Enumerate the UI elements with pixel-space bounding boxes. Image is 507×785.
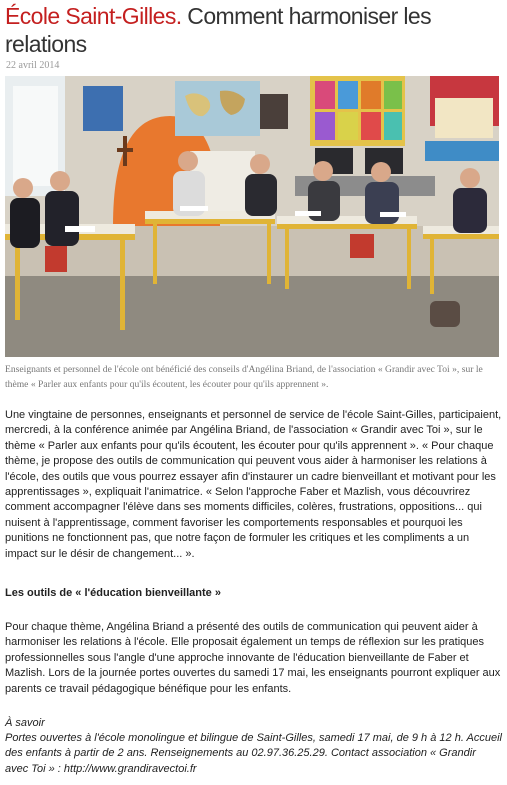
classroom-photo-illustration [5,76,499,357]
article-date: 22 avril 2014 [6,60,60,71]
paragraph-tools: Pour chaque thème, Angélina Briand a présenté des outils de communication qui peuvent aider à harmoniser les relations à l'école. Elle proposait également un temps de réflexion sur les pratiques professionnelles sous l'angle d'une approche innovante de l'éducation bienveillante de Faber et Mazlish. Lors de la journée portes ouvertes du samedi 17 mai, les enseignants pourront expliquer aux parents ce travail pédagogique bénéfique pour les enfants. [5,621,501,695]
article-photo [5,76,499,357]
article-title [5,2,500,58]
title-brand: École Saint-Gilles. [5,3,182,29]
section-subheading: Les outils de « l'éducation bienveillante » [5,587,221,599]
title-rest: Comment harmoniser les relations [5,3,432,57]
a-savoir-heading: À savoir [5,717,45,729]
photo-caption: Enseignants et personnel de l'école ont bénéficié des conseils d'Angélina Briand, de l'association « Grandir avec Toi », sur le thème « Parler aux enfants pour qu'ils écoutent, les écouter pour qu'ils apprennent ». [5,364,483,390]
paragraph-intro: Une vingtaine de personnes, enseignants et personnel de service de l'école Saint-Gilles, participaient, mercredi, à la conférence animée par Angélina Briand, de l'association « Grandir avec Toi », sur le thème « Parler aux enfants pour qu'ils écoutent, les écouter pour qu'ils apprennent ». « Pour chaque thème, je propose des outils de communication qui peuvent vous aider à harmoniser les relations à l'école, des outils que vous pourrez essayer afin d'instaurer un cadre bienveillant et motivant pour les apprentissages », expliquait l'animatrice. « Selon l'approche Faber et Mazlish, vous découvrirez comment accompagner l'élève dans ses moments difficiles, colères, frustrations, oppositions... qui nuisent à l'apprentissage, comment favoriser les comportements responsables et pourquoi les punitions ne fonctionnent pas, que notre façon de formuler les critiques et les compliments a un impact sur le désir de changement... ». [5,409,502,560]
paragraph-info: Portes ouvertes à l'école monolingue et bilingue de Saint-Gilles, samedi 17 mai, de 9 h à 12 h. Accueil des enfants à partir de 2 ans. Renseignements au 02.97.36.25.29. Contact association « Grandir avec Toi » : http://www.grandiravectoi.fr [5,732,502,775]
